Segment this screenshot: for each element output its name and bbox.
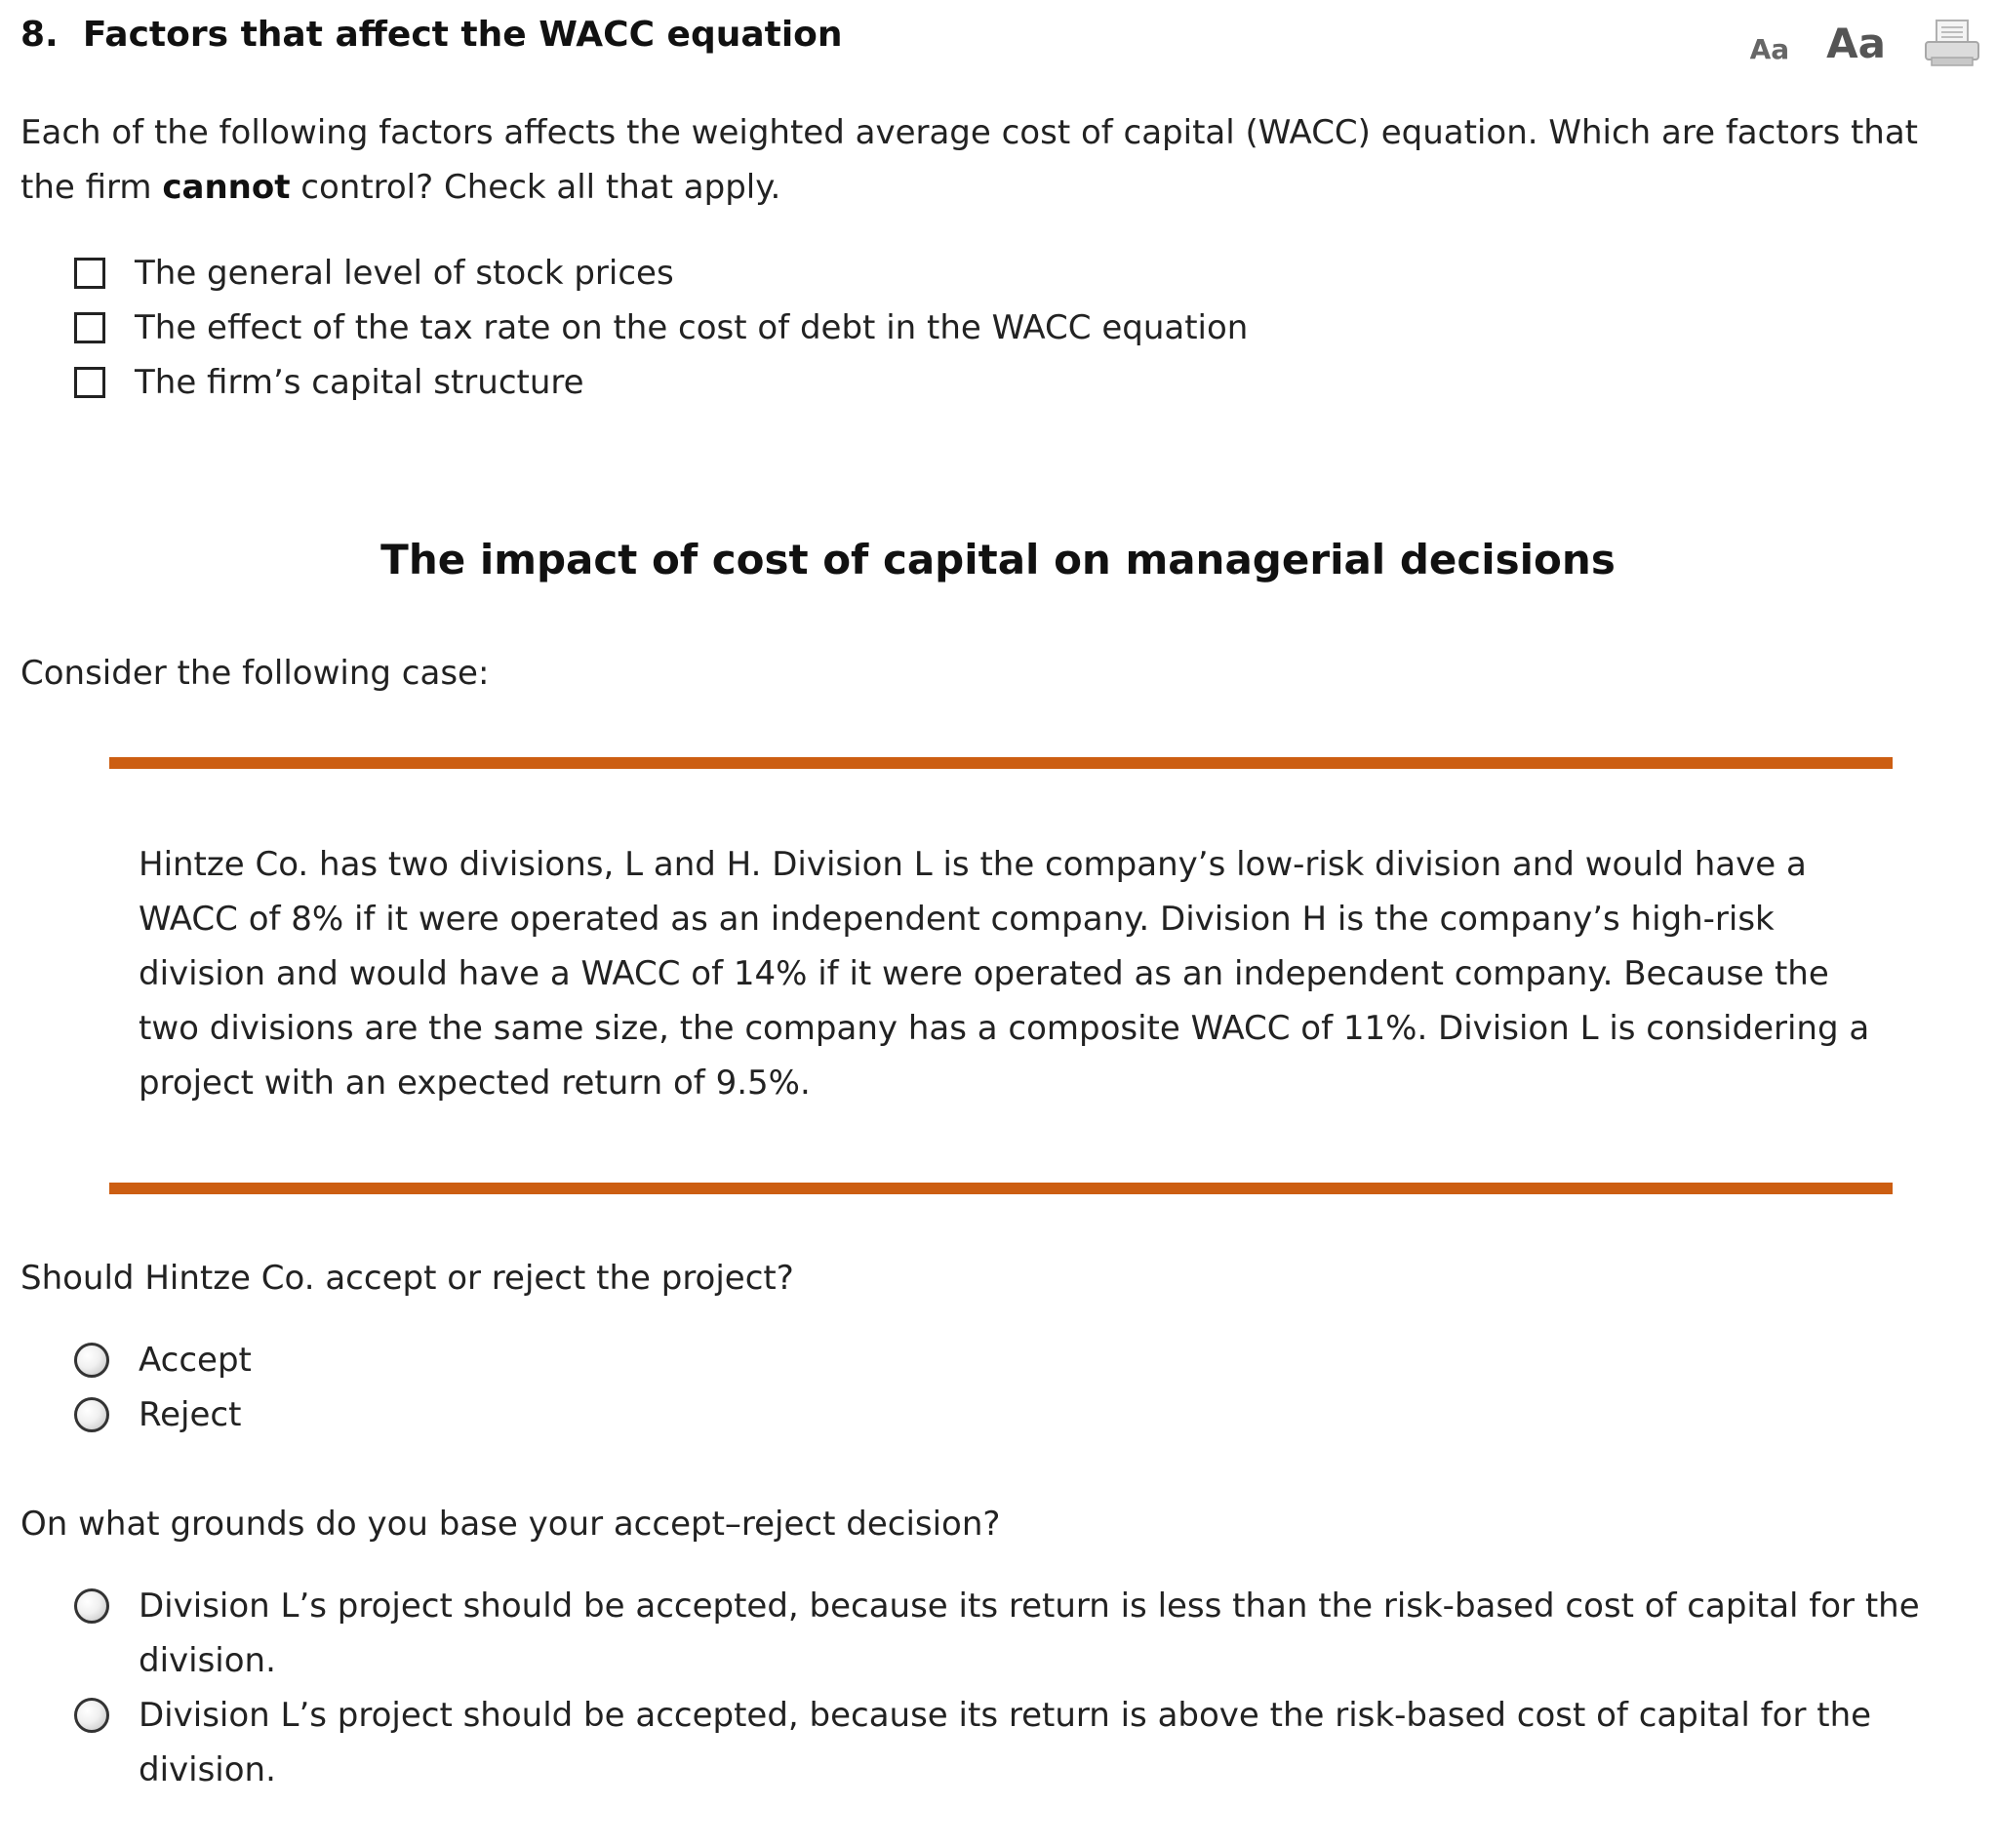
case-top-divider [109, 757, 1893, 769]
checkbox-option-stock-prices[interactable] [74, 246, 1248, 301]
radio-option-grounds-2[interactable] [74, 1688, 1976, 1797]
question-header [20, 14, 1981, 72]
toolbar [1750, 14, 1981, 72]
increase-text-size-button[interactable]: Aa [1826, 19, 1886, 67]
case-bottom-divider [109, 1183, 1893, 1194]
checkbox[interactable] [74, 258, 105, 289]
checkbox-group [74, 246, 1248, 410]
question-title [20, 14, 843, 57]
question-title-text: Factors that affect the WACC equation [82, 15, 843, 55]
checkbox[interactable] [74, 367, 105, 398]
radio-option-reject[interactable] [74, 1387, 252, 1442]
radio-button[interactable] [74, 1698, 109, 1733]
grounds-radio-group [74, 1579, 1976, 1797]
checkbox-label: The effect of the tax rate on the cost of debt in the WACC equation [135, 308, 1249, 347]
radio-button[interactable] [74, 1588, 109, 1624]
accept-reject-radio-group [74, 1333, 252, 1442]
radio-label: Reject [139, 1395, 242, 1434]
instructions-part1: Each of the following factors affects the weighted average cost of capital (WACC) equation. Which are factors that the firm [20, 113, 1919, 207]
decrease-text-size-button[interactable]: Aa [1749, 32, 1790, 65]
checkbox-label: The firm’s capital structure [135, 363, 584, 402]
accept-reject-prompt: Should Hintze Co. accept or reject the project? [20, 1259, 794, 1298]
radio-option-grounds-1[interactable] [74, 1579, 1976, 1688]
case-description: Hintze Co. has two divisions, L and H. Division L is the company’s low-risk division and would have a WACC of 8% if it were operated as an independent company. Division H is the company’s high-risk division and would have a WACC of 14% if it were operated as an independent company. Because the two divisions are the same size, the company has a composite WACC of 11%. Division L is considering a project with an expected return of 9.5%. [139, 845, 1870, 1103]
consider-text: Consider the following case: [20, 654, 490, 693]
instructions-bold: cannot [162, 168, 291, 207]
section-heading: The impact of cost of capital on managerial decisions [380, 536, 1616, 583]
radio-label: Division L’s project should be accepted, because its return is above the risk-based cost of capital for the division. [139, 1696, 1872, 1789]
checkbox-option-capital-structure[interactable] [74, 355, 1248, 410]
checkbox-label: The general level of stock prices [135, 254, 674, 293]
radio-label: Accept [139, 1341, 252, 1380]
radio-option-accept[interactable] [74, 1333, 252, 1387]
radio-button[interactable] [74, 1343, 109, 1378]
question-number: 8. [20, 15, 59, 55]
grounds-prompt: On what grounds do you base your accept–reject decision? [20, 1505, 1001, 1544]
checkbox[interactable] [74, 312, 105, 343]
checkbox-option-tax-rate[interactable] [74, 301, 1248, 355]
radio-label: Division L’s project should be accepted, because its return is less than the risk-based cost of capital for the division. [139, 1587, 1920, 1680]
instructions-part2: control? Check all that apply. [290, 168, 781, 207]
radio-button[interactable] [74, 1397, 109, 1432]
print-icon[interactable] [1923, 19, 1981, 67]
question-instructions [20, 105, 1962, 215]
